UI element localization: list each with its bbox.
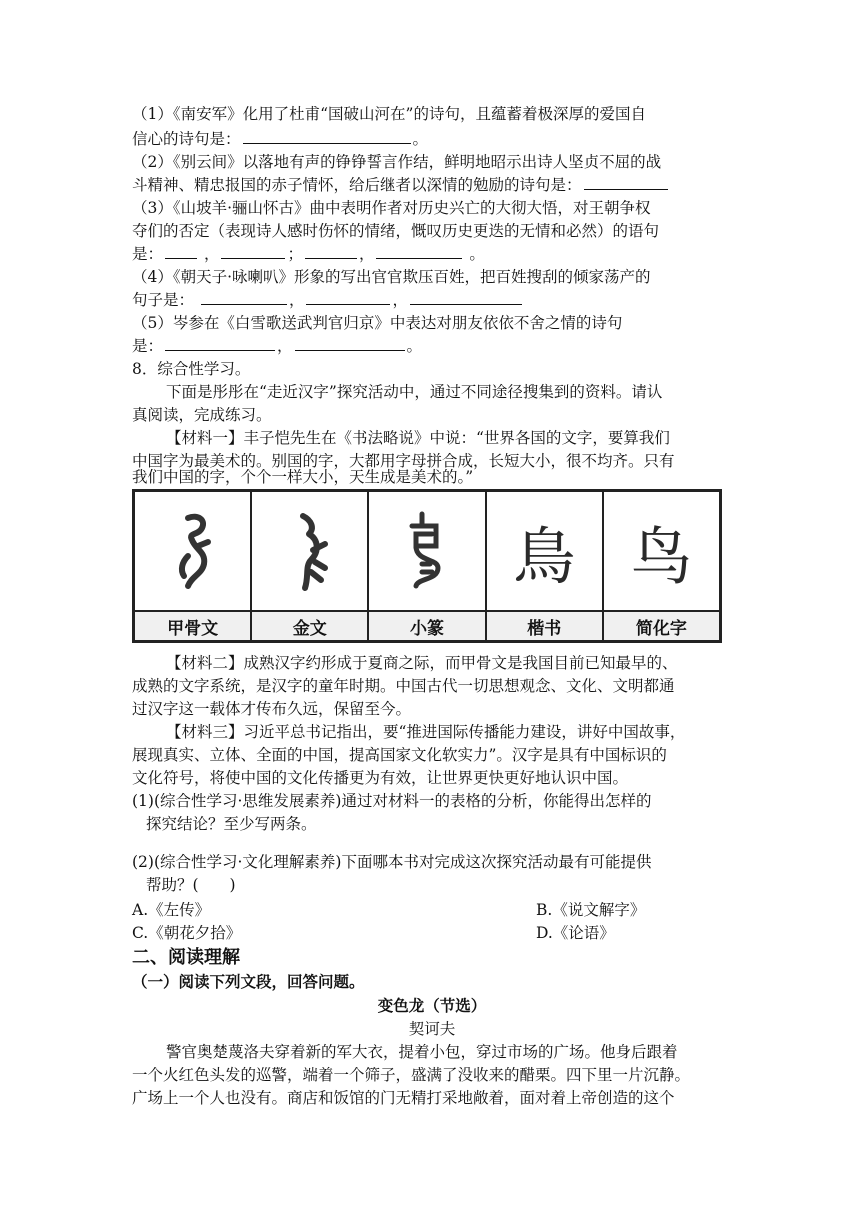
answer-blank[interactable] <box>376 243 462 259</box>
q8-intro-line2: 真阅读，完成练习。 <box>132 406 272 424</box>
table-label: 简化字 <box>604 612 719 640</box>
article-author: 契诃夫 <box>408 1020 456 1038</box>
subq2-line2: 帮助？( ) <box>146 876 236 894</box>
period: 。 <box>412 130 429 148</box>
material2-line3: 过汉字这一载体才传布久远，保留至今。 <box>132 700 412 718</box>
q7-item4-line1: （4）《朝天子·咏喇叭》形象的写出官官欺压百姓，把百姓搜刮的倾家荡产的 <box>132 268 651 286</box>
subq1-line2: 探究结论？至少写两条。 <box>146 815 317 833</box>
article-para-line2: 一个火红色头发的巡警，端着一个筛子，盛满了没收来的醋栗。四下里一片沉静。 <box>132 1066 691 1084</box>
q7-item3-line2: 夺们的否定（表现诗人感时伤怀的情绪，慨叹历史更迭的无情和必然）的语句 <box>132 222 660 240</box>
q7-item1-line1: （1）《南安军》化用了杜甫“国破山河在”的诗句，且蕴蓄着极深厚的爱国自 <box>132 105 646 123</box>
answer-blank[interactable] <box>201 289 287 305</box>
seal-bird-glyph-icon <box>369 492 484 612</box>
option-c[interactable]: C.《朝花夕拾》 <box>132 924 242 942</box>
option-d[interactable]: D.《论语》 <box>536 924 615 942</box>
answer-blank[interactable] <box>305 243 357 259</box>
table-label: 小篆 <box>369 612 484 640</box>
q8-heading: 8．综合性学习。 <box>132 360 251 378</box>
table-column-seal <box>369 492 486 640</box>
answer-blank[interactable] <box>221 243 285 259</box>
article-title: 变色龙（节选） <box>377 997 487 1015</box>
simplified-char: 鸟 <box>604 492 719 612</box>
material3-line2: 展现真实、立体、全面的中国，提高国家文化软实力”。汉字是具有中国标识的 <box>132 746 667 764</box>
q7-item2-text: 斗精神、精忠报国的赤子情怀，给后继者以深情的勉励的诗句是： <box>132 176 582 194</box>
material3-line1: 【材料三】习近平总书记指出，要“推进国际传播能力建设，讲好中国故事， <box>166 723 686 741</box>
q7-item2-line1: （2）《别云间》以落地有声的铮铮誓言作结，鲜明地昭示出诗人坚贞不屈的战 <box>132 153 662 171</box>
material3-line3: 文化符号，将使中国的文化传播更为有效，让世界更快更好地认识中国。 <box>132 769 629 787</box>
table-column-bronze <box>252 492 369 640</box>
q7-item5-text: 是： <box>132 337 164 355</box>
answer-blank[interactable] <box>306 289 390 305</box>
answer-blank[interactable] <box>165 335 275 351</box>
table-label: 甲骨文 <box>135 612 250 640</box>
answer-blank[interactable] <box>295 335 405 351</box>
table-label: 楷书 <box>487 612 602 640</box>
q7-item4-line2: 句子是： ， ， <box>132 289 732 312</box>
answer-blank[interactable] <box>584 174 668 190</box>
subq2-line1: (2)(综合性学习·文化理解素养)下面哪本书对完成这次探究活动最有可能提供 <box>132 853 652 871</box>
material2-line1: 【材料二】成熟汉字约形成于夏商之际，而甲骨文是我国目前已知最早的、 <box>166 654 678 672</box>
regular-script-char: 鳥 <box>487 492 602 612</box>
bronze-bird-glyph-icon <box>252 492 367 612</box>
answer-blank[interactable] <box>243 128 411 144</box>
q7-item5-line2: 是： ， 。 <box>132 337 423 355</box>
answer-blank[interactable] <box>165 243 197 259</box>
option-a[interactable]: A.《左传》 <box>132 901 211 919</box>
q7-item5-line1: （5）岑参在《白雪歌送武判官归京》中表达对朋友依依不舍之情的诗句 <box>132 314 623 332</box>
material2-line2: 成熟的文字系统，是汉字的童年时期。中国古代一切思想观念、文化、文明都通 <box>132 677 675 695</box>
oracle-bone-bird-glyph-icon <box>135 492 250 612</box>
q7-item2-line2 <box>132 174 732 197</box>
q7-item3-text: 是： <box>132 245 164 263</box>
period: 。 <box>406 337 423 355</box>
table-column-simplified <box>604 492 719 640</box>
material1-line2: 中国字为最美术的。别国的字，大都用字母拼合成，长短大小，很不均齐。只有 <box>132 452 675 470</box>
table-column-regular <box>487 492 604 640</box>
table-column-oracle <box>135 492 252 640</box>
character-evolution-table <box>132 489 722 643</box>
option-b[interactable]: B.《说文解字》 <box>536 901 646 919</box>
section-title: 二、阅读理解 <box>132 947 240 968</box>
section-subtitle: （一）阅读下列文段，回答问题。 <box>132 973 365 991</box>
article-para-line3: 广场上一个人也没有。商店和饭馆的门无精打采地敞着，面对着上帝创造的这个 <box>132 1089 675 1107</box>
q7-item1-text: 信心的诗句是： <box>132 130 241 148</box>
article-para-line1: 警官奥楚蔑洛夫穿着新的军大衣，提着小包，穿过市场的广场。他身后跟着 <box>166 1043 678 1061</box>
q7-item3-line3: 是： ， ； ， 。 <box>132 245 485 263</box>
material1-line3: 我们中国的字，个个一样大小，天生成是美术的。” <box>132 468 474 486</box>
q7-item4-text: 句子是： <box>132 291 195 309</box>
material1-line1: 【材料一】丰子恺先生在《书法略说》中说：“世界各国的文字，要算我们 <box>166 429 670 447</box>
q8-intro-line1: 下面是彤彤在“走近汉字”探究活动中，通过不同途径搜集到的资料。请认 <box>166 383 663 401</box>
q7-item1-line2 <box>132 128 732 151</box>
subq1-line1: (1)(综合性学习·思维发展素养)通过对材料一的表格的分析，你能得出怎样的 <box>132 792 652 810</box>
q7-item3-line1: （3）《山坡羊·骊山怀古》曲中表明作者对历史兴亡的大彻大悟，对王朝争权 <box>132 199 651 217</box>
table-label: 金文 <box>252 612 367 640</box>
answer-blank[interactable] <box>410 289 522 305</box>
